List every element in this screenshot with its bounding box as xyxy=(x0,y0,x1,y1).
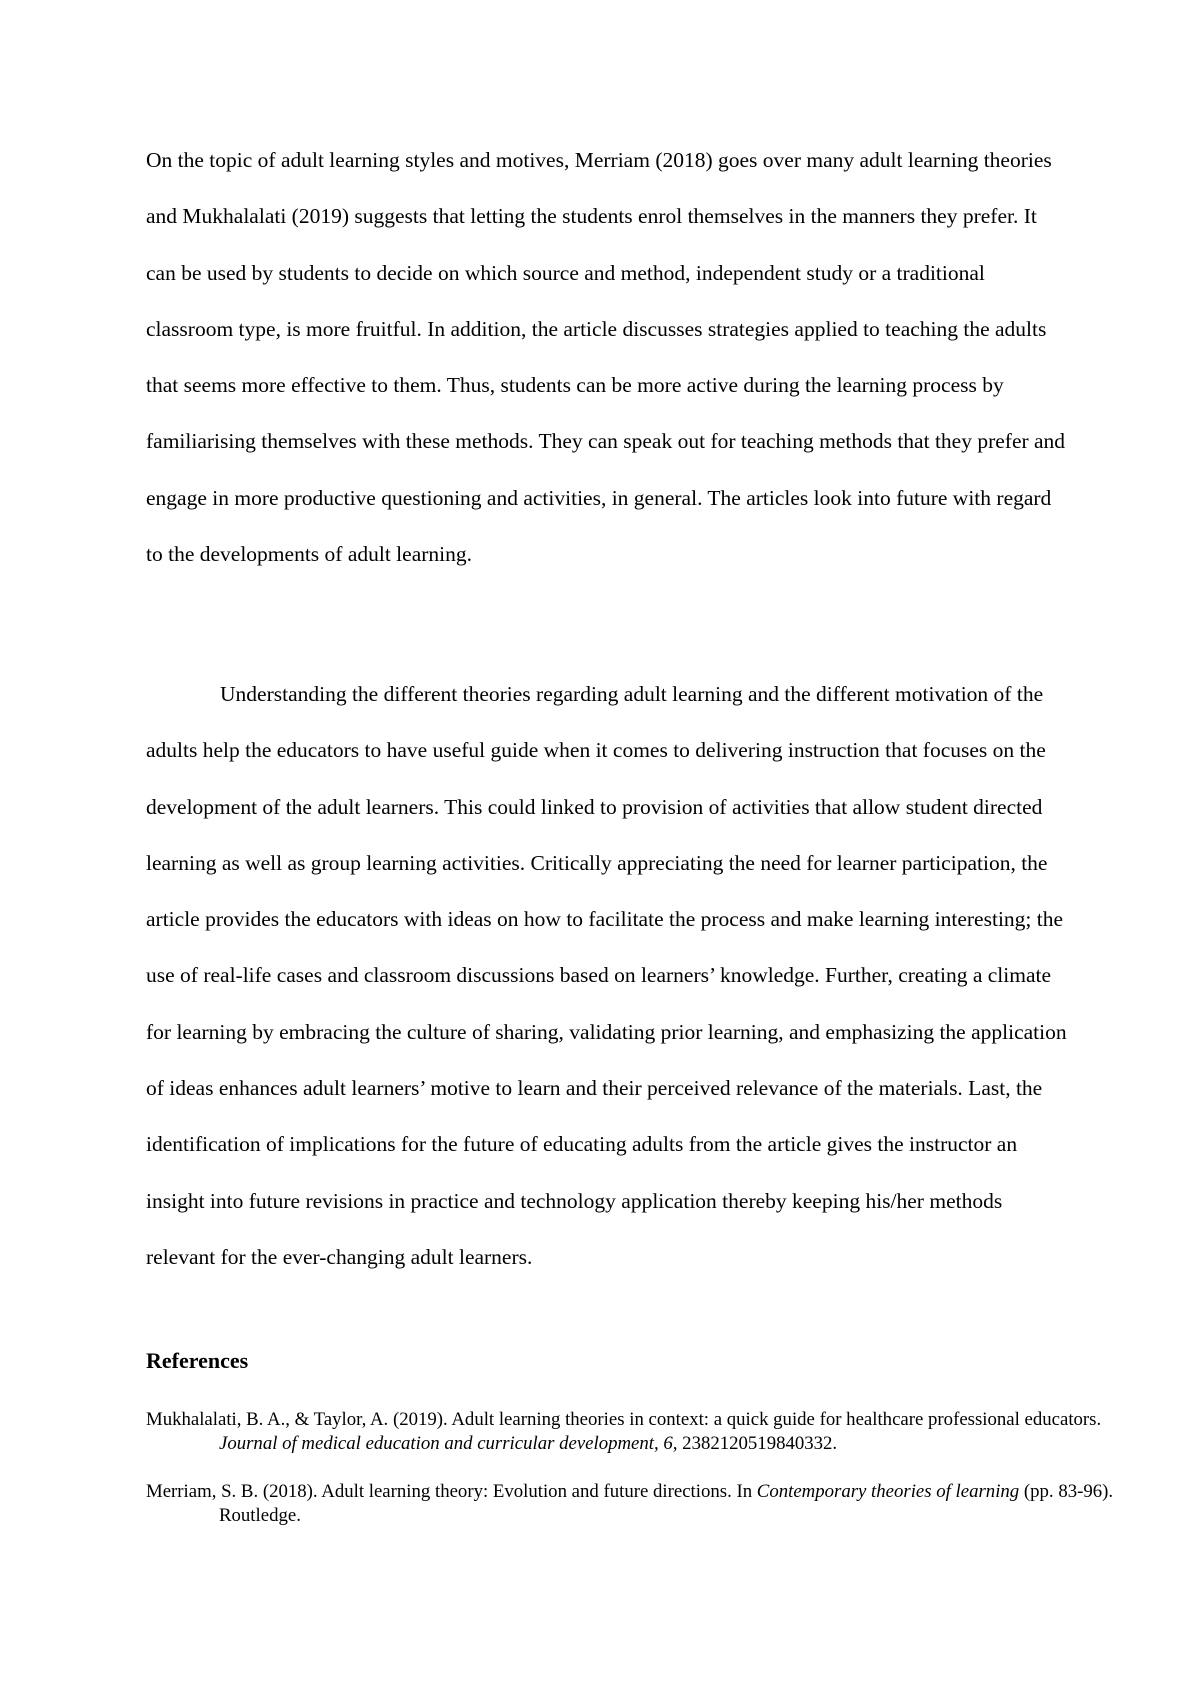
references-heading: References xyxy=(146,1348,249,1373)
reference-text: 2382120519840332. xyxy=(677,1432,838,1454)
reference-entry-1 xyxy=(146,1408,1124,1455)
reference-entry-2 xyxy=(146,1480,1124,1527)
reference-text: Mukhalalati, B. A., & Taylor, A. (2019). Adult learning theories in context: a quick guide for healthcare professional educators. xyxy=(146,1409,1102,1430)
reference-text: (pp. 83-96). Routledge. xyxy=(219,1481,1114,1526)
body-paragraph-2: Understanding the different theories regarding adult learning and the different motivation of the adults help the educators to have useful guide when it comes to delivering instruction that focuses on the development of the adult learners. This could linked to provision of activities that allow student directed learning as well as group learning activities. Critically appreciating the need for learner participation, the article provides the educators with ideas on how to facilitate the process and make learning interesting; the use of real-life cases and classroom discussions based on learners’ knowledge. Further, creating a climate for learning by embracing the culture of sharing, validating prior learning, and emphasizing the application of ideas enhances adult learners’ motive to learn and their perceived relevance of the materials. Last, the identification of implications for the future of educating adults from the article gives the instructor an insight into future revisions in practice and technology application thereby keeping his/her methods relevant for the ever-changing adult learners. xyxy=(146,682,1067,1269)
body-paragraph-1: On the topic of adult learning styles and motives, Merriam (2018) goes over many adult learning theories and Mukhalalati (2019) suggests that letting the students enrol themselves in the manners they prefer. It can be used by students to decide on which source and method, independent study or a traditional classroom type, is more fruitful. In addition, the article discusses strategies applied to teaching the adults that seems more effective to them. Thus, students can be more active during the learning process by familiarising themselves with these methods. They can speak out for teaching methods that they prefer and engage in more productive questioning and activities, in general. The articles look into future with regard to the developments of adult learning. xyxy=(146,148,1066,567)
reference-source-title: Journal of medical education and curricular development, 6, xyxy=(219,1432,678,1454)
reference-text: Merriam, S. B. (2018). Adult learning theory: Evolution and future directions. In xyxy=(146,1481,757,1502)
reference-source-title: Contemporary theories of learning xyxy=(756,1481,1020,1502)
